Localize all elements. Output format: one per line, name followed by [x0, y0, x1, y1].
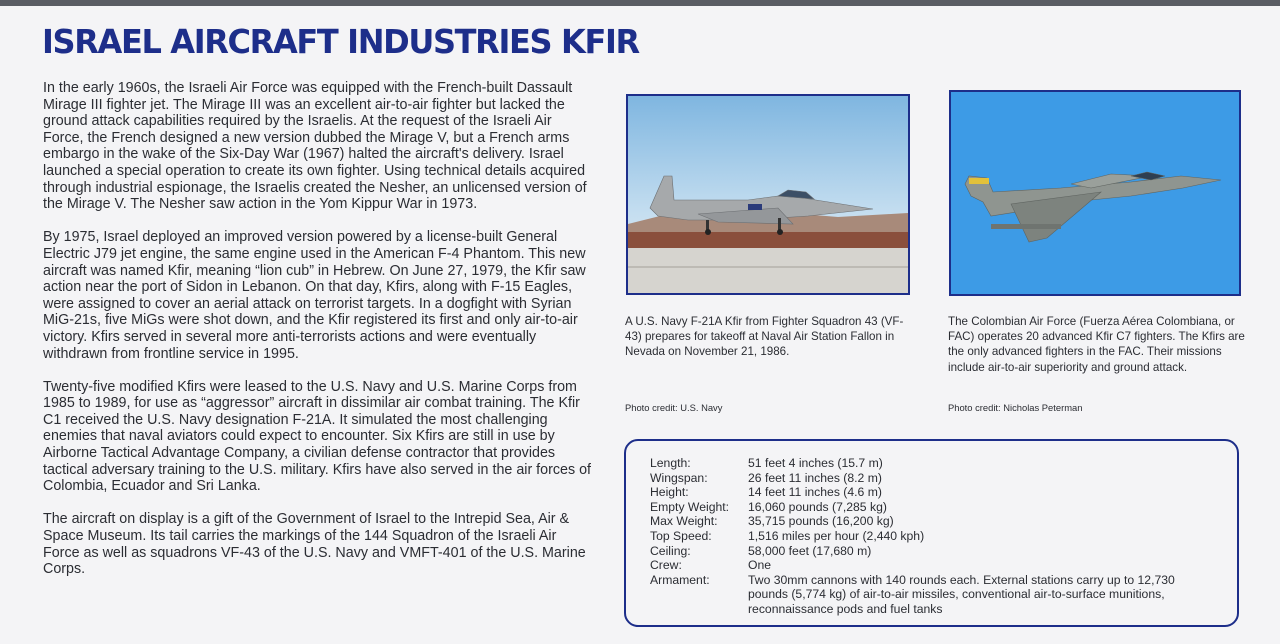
paragraph-kfir-development: By 1975, Israel deployed an improved version powered by a license-built General Electric J79 jet engine, the same engine used in the American F-4 Phantom. This new aircraft was named Kfir, meaning “lion cub” in Hebrew. On June 27, 1979, the Kfir saw action near the port of Sidon in Lebanon. On that day, Kfirs, along with F-15 Eagles, were assigned to cover an aerial attack on terrorist targets. In a dogfight with Syrian MiG-21s, five MiGs were shot down, and the Kfir registered its first and only air-to-air victory. Kfirs served in several more anti-terrorists actions and were eventually withdrawn from frontline service in 1995. — [43, 229, 586, 362]
spec-label: Wingspan: — [650, 470, 708, 485]
photo-credit-colombian: Photo credit: Nicholas Peterman — [948, 402, 1083, 413]
paragraph-us-service: Twenty-five modified Kfirs were leased to the U.S. Navy and U.S. Marine Corps from 1985 to 1989, for use as “aggressor” aircraft in dissimilar air combat training. The Kfir C1 received the U.S. Navy designation F-21A. It simulated the most challenging enemies that naval aviators could expect to encounter. Six Kfirs are still in use by Airborne Tactical Advantage Company, a civilian defense contractor that provides tactical adversary training to the U.S. military. Kfirs have also served in the air forces of Colombia, Ecuador and Sri Lanka. — [43, 378, 592, 495]
photo-caption-us-navy: A U.S. Navy F-21A Kfir from Fighter Squadron 43 (VF-43) prepares for takeoff at Naval Air Station Fallon in Nevada on November 21, 1986. — [625, 315, 904, 359]
exhibit-placard — [0, 6, 1280, 644]
spec-label: Height: — [650, 485, 689, 500]
spec-value: 26 feet 11 inches (8.2 m) — [748, 470, 882, 485]
photo-colombian-kfir — [949, 90, 1241, 296]
spec-label: Length: — [650, 456, 691, 470]
spec-label: Armament: — [650, 572, 710, 587]
history-text — [43, 80, 591, 594]
spec-value: 51 feet 4 inches (15.7 m) — [748, 456, 883, 470]
spec-value: 1,516 miles per hour (2,440 kph) — [748, 529, 925, 543]
photo-credit-us-navy: Photo credit: U.S. Navy — [625, 402, 723, 413]
photo-caption-colombian: The Colombian Air Force (Fuerza Aérea Colombiana, or FAC) operates 20 advanced Kfir C7 fighters. The Kfirs are the only advanced fighters in the FAC. Their missions include air-to-air superiority and ground attack. — [948, 315, 1245, 374]
spec-value: One — [748, 558, 772, 573]
spec-label: Ceiling: — [650, 543, 691, 558]
specifications-box — [624, 439, 1239, 627]
spec-label: Max Weight: — [650, 514, 718, 529]
spec-label: Empty Weight: — [650, 499, 730, 514]
spec-value: 16,060 pounds (7,285 kg) — [748, 499, 887, 514]
photo-us-navy-f21a — [626, 94, 910, 295]
placard-title: ISRAEL AIRCRAFT INDUSTRIES KFIR — [42, 22, 639, 61]
spec-value: 58,000 feet (17,680 m) — [748, 543, 872, 558]
spec-value: Two 30mm cannons with 140 rounds each. External stations carry up to 12,730 pounds (5,774 kg) of air-to-air missiles, conventional air-to-surface munitions, reconnaissance pods and fuel tanks — [748, 572, 1175, 616]
spec-value: 35,715 pounds (16,200 kg) — [748, 514, 894, 529]
spec-label: Top Speed: — [650, 529, 712, 543]
spec-value: 14 feet 11 inches (4.6 m) — [748, 485, 882, 500]
paragraph-early-history: In the early 1960s, the Israeli Air Force was equipped with the French-built Dassault Mirage III fighter jet. The Mirage III was an excellent air-to-air fighter but lacked the ground attack capabilities required by the Israelis. At the request of the Israeli Air Force, the French designed a new version dubbed the Mirage V, but a French arms embargo in the wake of the Six-Day War (1967) halted the aircraft's delivery. Israel launched a special operation to create its own fighter. Using technical details acquired through industrial espionage, the Israelis created the Nesher, an unlicensed version of the Mirage V. The Nesher saw action in the Yom Kippur War in 1973. — [43, 80, 587, 213]
paragraph-museum-display: The aircraft on display is a gift of the Government of Israel to the Intrepid Sea, Air & Space Museum. Its tail carries the markings of the 144 Squadron of the Israeli Air Force as well as squadrons VF-43 of the U.S. Navy and VMFT-401 of the U.S. Marine Corps. — [43, 511, 586, 578]
spec-label: Crew: — [650, 558, 682, 573]
